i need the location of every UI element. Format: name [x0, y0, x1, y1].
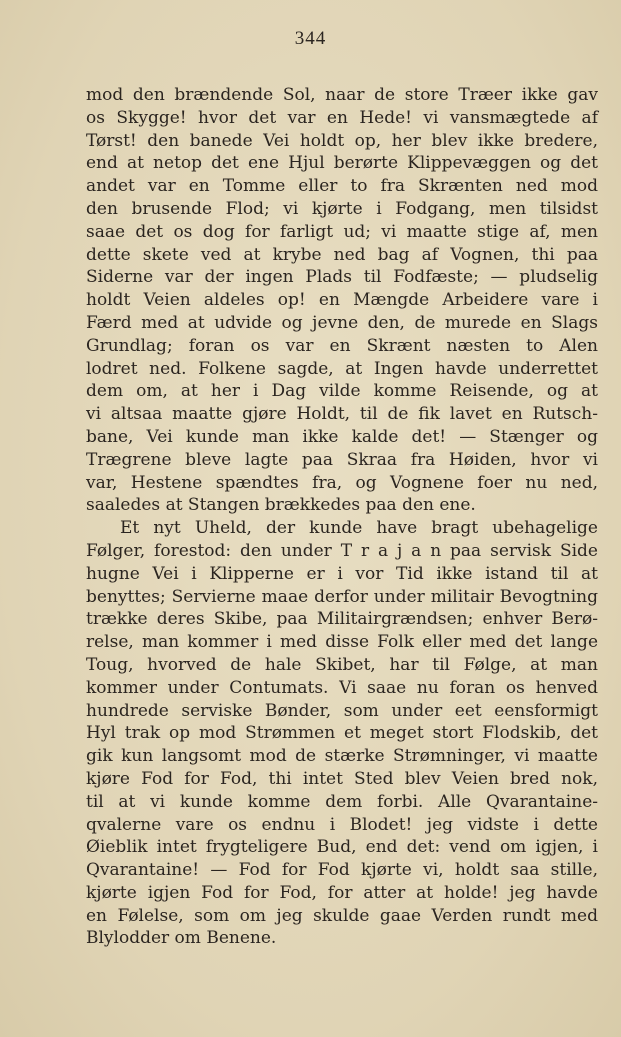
text-line: Grundlag; foran os var en Skrænt næsten to Alen	[86, 335, 598, 356]
text-line: Følger, forestod: den under T r a j a n paa servisk Side	[86, 540, 598, 561]
text-line: Hyl trak op mod Strømmen et meget stort Flodskib, det	[86, 723, 598, 744]
text-line: hundrede serviske Bønder, som under eet eensformigt	[86, 700, 598, 721]
text-line: en Følelse, som om jeg skulde gaae Verden rundt med	[86, 905, 598, 926]
text-line: saae det os dog for farligt ud; vi maatte stige af, men	[86, 221, 598, 242]
text-line: vi altsaa maatte gjøre Holdt, til de fik lavet en Rutsch-	[86, 404, 598, 425]
text-line: benyttes; Servierne maae derfor under militair Bevogtning	[86, 586, 598, 607]
text-line: qvalerne vare os endnu i Blodet! jeg vidste i dette	[86, 814, 598, 835]
text-line: relse, man kommer i med disse Folk eller med det lange	[86, 632, 598, 653]
text-line: Toug, hvorved de hale Skibet, har til Følge, at man	[86, 654, 598, 675]
text-line: dem om, at her i Dag vilde komme Reisende, og at	[86, 381, 598, 402]
text-line: gik kun langsomt mod de stærke Strømninger, vi maatte	[86, 746, 598, 767]
text-line: kjørte igjen Fod for Fod, for atter at holde! jeg havde	[86, 882, 598, 903]
text-line: end at netop det ene Hjul berørte Klippevæggen og det	[86, 153, 598, 174]
text-line: andet var en Tomme eller to fra Skrænten ned mod	[86, 176, 598, 197]
text-line: saaledes at Stangen brækkedes paa den ene.	[86, 495, 476, 516]
text-line: Tørst! den banede Vei holdt op, her blev ikke bredere,	[86, 130, 598, 151]
text-line: Færd med at udvide og jevne den, de murede en Slags	[86, 312, 598, 333]
text-line: den brusende Flod; vi kjørte i Fodgang, men tilsidst	[86, 198, 598, 219]
text-line: holdt Veien aldeles op! en Mængde Arbeidere vare i	[86, 290, 598, 311]
text-line: Siderne var der ingen Plads til Fodfæste; — pludselig	[86, 267, 598, 288]
body-text	[86, 84, 598, 950]
text-line: kommer under Contumats. Vi saae nu foran os henved	[86, 677, 598, 698]
text-line: Blylodder om Benene.	[86, 928, 277, 949]
text-line: hugne Vei i Klipperne er i vor Tid ikke istand til at	[86, 563, 598, 584]
text-line: til at vi kunde komme dem forbi. Alle Qvarantaine-	[86, 791, 598, 812]
text-line: dette skete ved at krybe ned bag af Vognen, thi paa	[86, 244, 598, 265]
text-line: bane, Vei kunde man ikke kalde det! — Stænger og	[86, 426, 598, 447]
text-line: trække deres Skibe, paa Militairgrændsen; enhver Berø-	[86, 609, 598, 630]
text-line: os Skygge! hvor det var en Hede! vi vansmægtede af	[86, 107, 598, 128]
text-line: Qvarantaine! — Fod for Fod kjørte vi, holdt saa stille,	[86, 860, 598, 881]
text-line: mod den brændende Sol, naar de store Træer ikke gav	[86, 85, 598, 105]
text-line: kjøre Fod for Fod, thi intet Sted blev Veien bred nok,	[86, 768, 598, 789]
text-line: Et nyt Uheld, der kunde have bragt ubehagelige	[120, 518, 598, 539]
text-line: Øieblik intet frygteligere Bud, end det: vend om igjen, i	[86, 837, 598, 858]
text-line: var, Hestene spændtes fra, og Vognene foer nu ned,	[86, 472, 598, 493]
text-line: lodret ned. Folkene sagde, at Ingen havde underrettet	[86, 358, 598, 379]
page-number: 344	[294, 28, 327, 49]
text-line: Trægrene bleve lagte paa Skraa fra Høiden, hvor vi	[86, 449, 598, 470]
